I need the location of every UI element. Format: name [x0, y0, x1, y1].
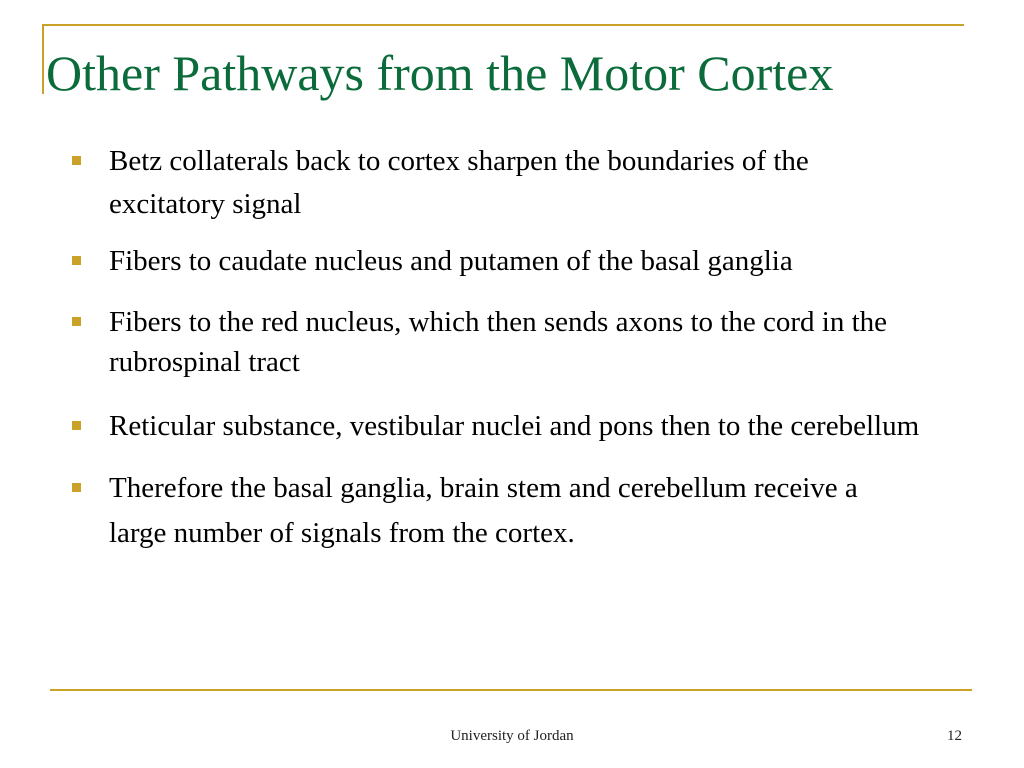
bullet-text: Fibers to caudate nucleus and putamen of the basal ganglia	[109, 245, 793, 277]
bullet-item	[70, 404, 920, 449]
square-bullet-icon	[72, 256, 81, 265]
slide-title: Other Pathways from the Motor Cortex	[46, 45, 834, 101]
bullet-list	[70, 140, 920, 556]
square-bullet-icon	[72, 483, 81, 492]
title-frame-left-line	[42, 24, 44, 94]
bullet-text: Therefore the basal ganglia, brain stem and cerebellum receive a large number of signals from the cortex.	[109, 472, 858, 549]
bullet-text: Reticular substance, vestibular nuclei and pons then to the cerebellum	[109, 410, 920, 442]
square-bullet-icon	[72, 156, 81, 165]
bullet-text: Fibers to the red nucleus, which then sends axons to the cord in the rubrospinal tract	[109, 306, 888, 378]
square-bullet-icon	[72, 421, 81, 430]
footer-institution: University of Jordan	[450, 728, 574, 744]
page-number: 12	[947, 728, 962, 744]
bullet-item	[70, 140, 920, 226]
footer-divider	[50, 689, 972, 691]
bullet-text: Betz collaterals back to cortex sharpen the boundaries of the excitatory signal	[109, 145, 809, 220]
bullet-item	[70, 466, 920, 556]
square-bullet-icon	[72, 317, 81, 326]
title-frame-top-line	[42, 24, 964, 26]
bullet-item	[70, 302, 920, 382]
bullet-item	[70, 241, 920, 281]
